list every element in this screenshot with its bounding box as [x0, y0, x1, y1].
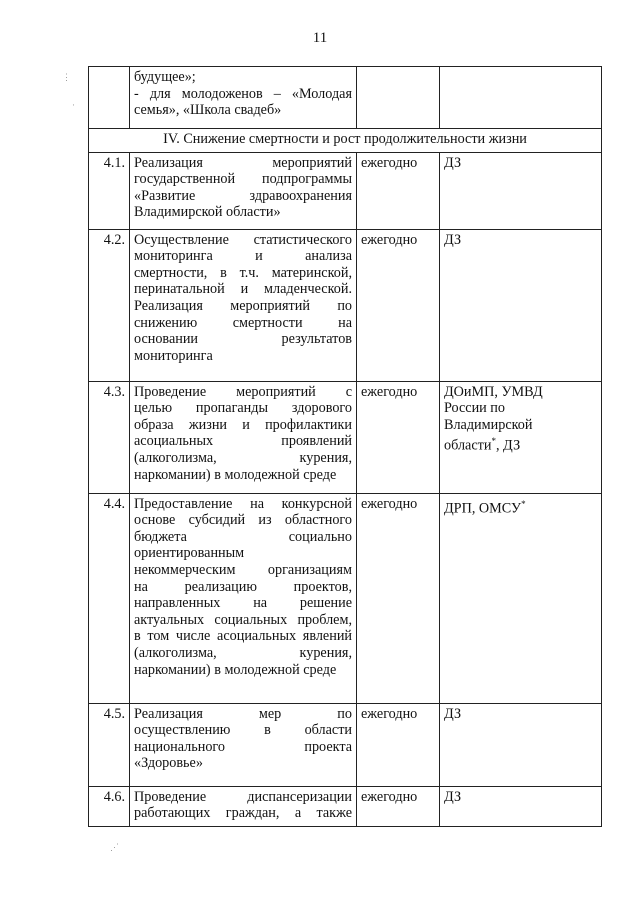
measure-description [130, 786, 357, 826]
period-cell: ежегодно [357, 152, 440, 229]
text-line: снижению смертности на [134, 314, 352, 331]
text-line: основе субсидий из областного [134, 512, 352, 529]
measure-description [130, 152, 357, 229]
table-row [89, 786, 602, 826]
text-line: «Здоровье» [134, 755, 203, 772]
text-line: Проведение мероприятий с [134, 383, 352, 400]
text-line: - для молодоженов – «Молодая [134, 85, 352, 102]
row-number: 4.5. [89, 703, 130, 786]
period-cell: ежегодно [357, 493, 440, 703]
table-row [89, 229, 602, 381]
responsible-line: ДЗ [444, 231, 462, 248]
text-line: наркомании) в молодежной среде [134, 661, 337, 678]
text-line: государственной подпрограммы [134, 171, 352, 188]
text-line: (алкоголизма, курения, [134, 644, 352, 661]
responsible-line: ДЗ [444, 154, 462, 171]
text-line: Реализация мероприятий по [134, 297, 352, 314]
measure-description [130, 703, 357, 786]
text-line: Предоставление на конкурсной [134, 495, 352, 512]
text-line: осуществлению в области [134, 722, 352, 739]
table-row [89, 381, 602, 493]
table-row [89, 493, 602, 703]
text-line: образа жизни и профилактики [134, 416, 352, 433]
text-line: основании результатов [134, 331, 352, 348]
text-line: Осуществление статистического [134, 231, 352, 248]
text-line: направленных на решение [134, 595, 352, 612]
continued-description [130, 67, 357, 129]
responsible-cell [440, 67, 602, 129]
period-cell: ежегодно [357, 786, 440, 826]
text-line: национального проекта [134, 738, 352, 755]
page-number: 11 [312, 30, 328, 46]
text-line: ориентированным [134, 545, 245, 562]
period-cell: ежегодно [357, 703, 440, 786]
text-line: семья», «Школа свадеб» [134, 102, 282, 119]
row-number: 4.4. [89, 493, 130, 703]
table-row [89, 152, 602, 229]
text-line: наркомании) в молодежной среде [134, 466, 337, 483]
text-line: целью пропаганды здорового [134, 400, 352, 417]
responsible-cell [440, 229, 602, 381]
margin-marks: · [72, 100, 76, 110]
text-line: «Развитие здравоохранения [134, 187, 352, 204]
measure-description [130, 493, 357, 703]
text-line: Проведение диспансеризации [134, 788, 352, 805]
responsible-cell [440, 381, 602, 493]
responsible-line: ДЗ [444, 705, 462, 722]
table-row [89, 703, 602, 786]
text-line: мониторинга и анализа [134, 248, 352, 265]
margin-marks: ⋮ [62, 72, 72, 82]
text-line: будущее»; [134, 69, 196, 85]
text-line: смертности, в т.ч. материнской, [134, 264, 352, 281]
measure-description [130, 381, 357, 493]
margin-marks: ⋰ [110, 842, 120, 852]
measures-table [88, 66, 602, 827]
text-line: бюджета социально [134, 528, 352, 545]
text-line: перинатальной и младенческой. [134, 281, 352, 298]
row-number: 4.6. [89, 786, 130, 826]
text-line: (алкоголизма, курения, [134, 449, 352, 466]
text-line: Реализация мероприятий [134, 154, 352, 171]
table-row-continued [89, 67, 602, 129]
row-number-cell [89, 67, 130, 129]
text-line: актуальных социальных проблем, [134, 611, 352, 628]
measure-description [130, 229, 357, 381]
period-cell: ежегодно [357, 229, 440, 381]
responsible-line: ДОиМП, УМВД [444, 383, 543, 400]
period-cell: ежегодно [357, 381, 440, 493]
responsible-line: Владимирской [444, 416, 533, 433]
responsible-cell [440, 152, 602, 229]
section-header-row [89, 129, 602, 153]
responsible-line: ДРП, ОМСУ* [444, 498, 526, 517]
text-line: работающих граждан, а также [134, 805, 352, 822]
text-line: на реализацию проектов, [134, 578, 352, 595]
period-cell [357, 67, 440, 129]
text-line: некоммерческим организациям [134, 561, 352, 578]
row-number: 4.2. [89, 229, 130, 381]
row-number: 4.3. [89, 381, 130, 493]
row-number: 4.1. [89, 152, 130, 229]
responsible-cell [440, 786, 602, 826]
responsible-line: области*, ДЗ [444, 436, 521, 455]
section-title: IV. Снижение смертности и рост продолжительности жизни [89, 129, 602, 153]
text-line: в том числе асоциальных явлений [134, 628, 352, 645]
text-line: асоциальных проявлений [134, 433, 352, 450]
responsible-line: России по [444, 400, 505, 417]
responsible-line: ДЗ [444, 788, 462, 805]
responsible-cell [440, 493, 602, 703]
text-line: Реализация мер по [134, 705, 352, 722]
text-line: Владимирской области» [134, 204, 281, 221]
text-line: мониторинга [134, 347, 213, 364]
responsible-cell [440, 703, 602, 786]
